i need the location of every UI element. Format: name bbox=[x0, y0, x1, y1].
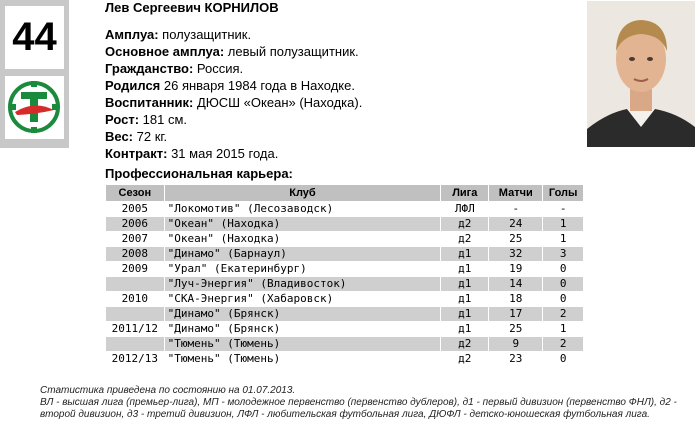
header-season: Сезон bbox=[106, 185, 165, 202]
table-row bbox=[106, 277, 584, 292]
player-photo bbox=[587, 1, 695, 147]
cell-matches: 19 bbox=[489, 262, 543, 277]
cell-matches: 18 bbox=[489, 292, 543, 307]
info-label: Рост: bbox=[105, 112, 140, 127]
cell-goals: 1 bbox=[543, 232, 584, 247]
table-row bbox=[106, 232, 584, 247]
cell-matches: 17 bbox=[489, 307, 543, 322]
cell-club: "Океан" (Находка) bbox=[164, 232, 441, 247]
cell-matches: 9 bbox=[489, 337, 543, 352]
cell-season: 2008 bbox=[106, 247, 165, 262]
info-label: Основное амплуа: bbox=[105, 44, 225, 59]
player-name: Лев Сергеевич КОРНИЛОВ bbox=[105, 0, 279, 15]
cell-club: "Океан" (Находка) bbox=[164, 217, 441, 232]
table-row bbox=[106, 262, 584, 277]
cell-league: д2 bbox=[441, 217, 489, 232]
cell-season bbox=[106, 337, 165, 352]
cell-matches: 25 bbox=[489, 322, 543, 337]
cell-matches: 23 bbox=[489, 352, 543, 367]
cell-league: д1 bbox=[441, 277, 489, 292]
torpedo-logo-icon bbox=[7, 80, 62, 135]
career-header-row bbox=[106, 185, 584, 202]
info-value: ДЮСШ «Океан» (Находка). bbox=[193, 95, 363, 110]
career-title: Профессиональная карьера: bbox=[105, 166, 293, 181]
info-label: Воспитанник: bbox=[105, 95, 194, 110]
cell-matches: - bbox=[489, 202, 543, 217]
cell-club: "СКА-Энергия" (Хабаровск) bbox=[164, 292, 441, 307]
cell-season: 2010 bbox=[106, 292, 165, 307]
cell-season: 2009 bbox=[106, 262, 165, 277]
info-label: Родился bbox=[105, 78, 161, 93]
cell-season: 2005 bbox=[106, 202, 165, 217]
cell-league: д1 bbox=[441, 292, 489, 307]
cell-club: "Тюмень" (Тюмень) bbox=[164, 337, 441, 352]
cell-matches: 24 bbox=[489, 217, 543, 232]
cell-goals: 0 bbox=[543, 277, 584, 292]
player-number: 44 bbox=[12, 15, 57, 59]
player-number-box bbox=[5, 6, 64, 69]
league-abbreviations-note: ВЛ - высшая лига (премьер-лига), МП - молодежное первенство (первенство дублеров), д1 - первый дивизион (первенство ФНЛ), д2 - второй дивизион, д3 - третий дивизион, ЛФЛ - любительская футбольная лига, ДЮФЛ - детско-юношеская футбольная лига. bbox=[40, 397, 677, 420]
cell-season: 2012/13 bbox=[106, 352, 165, 367]
info-label: Амплуа: bbox=[105, 27, 159, 42]
cell-matches: 14 bbox=[489, 277, 543, 292]
cell-goals: 1 bbox=[543, 217, 584, 232]
cell-goals: 0 bbox=[543, 262, 584, 277]
cell-league: д1 bbox=[441, 247, 489, 262]
cell-club: "Динамо" (Брянск) bbox=[164, 307, 441, 322]
info-label: Гражданство: bbox=[105, 61, 194, 76]
cell-league: д2 bbox=[441, 232, 489, 247]
cell-season bbox=[106, 307, 165, 322]
player-info bbox=[105, 26, 362, 162]
cell-club: "Луч-Энергия" (Владивосток) bbox=[164, 277, 441, 292]
cell-club: "Динамо" (Барнаул) bbox=[164, 247, 441, 262]
cell-club: "Локомотив" (Лесозаводск) bbox=[164, 202, 441, 217]
cell-goals: 3 bbox=[543, 247, 584, 262]
table-row bbox=[106, 322, 584, 337]
cell-goals: 1 bbox=[543, 322, 584, 337]
info-born bbox=[105, 77, 362, 94]
cell-matches: 32 bbox=[489, 247, 543, 262]
club-logo bbox=[5, 76, 64, 139]
info-label: Вес: bbox=[105, 129, 134, 144]
cell-club: "Тюмень" (Тюмень) bbox=[164, 352, 441, 367]
cell-season: 2006 bbox=[106, 217, 165, 232]
stats-notes bbox=[40, 385, 690, 421]
header-matches: Матчи bbox=[489, 185, 543, 202]
cell-league: д2 bbox=[441, 337, 489, 352]
info-value: 31 мая 2015 года. bbox=[167, 146, 279, 161]
table-row bbox=[106, 202, 584, 217]
info-citizenship bbox=[105, 60, 362, 77]
table-row bbox=[106, 247, 584, 262]
cell-league: д1 bbox=[441, 307, 489, 322]
info-main-position bbox=[105, 43, 362, 60]
cell-goals: 0 bbox=[543, 352, 584, 367]
table-row bbox=[106, 307, 584, 322]
cell-season: 2007 bbox=[106, 232, 165, 247]
cell-matches: 25 bbox=[489, 232, 543, 247]
info-value: 72 кг. bbox=[133, 129, 168, 144]
info-contract bbox=[105, 145, 362, 162]
header-club: Клуб bbox=[164, 185, 441, 202]
table-row bbox=[106, 217, 584, 232]
info-height bbox=[105, 111, 362, 128]
info-value: полузащитник. bbox=[158, 27, 252, 42]
stats-date-note: Статистика приведена по состоянию на 01.07.2013. bbox=[40, 385, 296, 396]
info-position bbox=[105, 26, 362, 43]
info-weight bbox=[105, 128, 362, 145]
table-row bbox=[106, 337, 584, 352]
cell-league: ЛФЛ bbox=[441, 202, 489, 217]
info-academy bbox=[105, 94, 362, 111]
cell-season bbox=[106, 277, 165, 292]
info-label: Контракт: bbox=[105, 146, 168, 161]
cell-goals: 2 bbox=[543, 337, 584, 352]
cell-club: "Урал" (Екатеринбург) bbox=[164, 262, 441, 277]
info-value: Россия. bbox=[193, 61, 244, 76]
cell-club: "Динамо" (Брянск) bbox=[164, 322, 441, 337]
cell-season: 2011/12 bbox=[106, 322, 165, 337]
info-value: 181 см. bbox=[139, 112, 188, 127]
header-goals: Голы bbox=[543, 185, 584, 202]
cell-league: д1 bbox=[441, 262, 489, 277]
player-portrait-icon bbox=[587, 1, 695, 147]
table-row bbox=[106, 352, 584, 367]
info-value: левый полузащитник. bbox=[224, 44, 359, 59]
cell-goals: 2 bbox=[543, 307, 584, 322]
header-league: Лига bbox=[441, 185, 489, 202]
cell-goals: - bbox=[543, 202, 584, 217]
cell-goals: 0 bbox=[543, 292, 584, 307]
cell-league: д2 bbox=[441, 352, 489, 367]
info-value: 26 января 1984 года в Находке. bbox=[160, 78, 355, 93]
career-table bbox=[105, 184, 584, 367]
cell-league: д1 bbox=[441, 322, 489, 337]
table-row bbox=[106, 292, 584, 307]
